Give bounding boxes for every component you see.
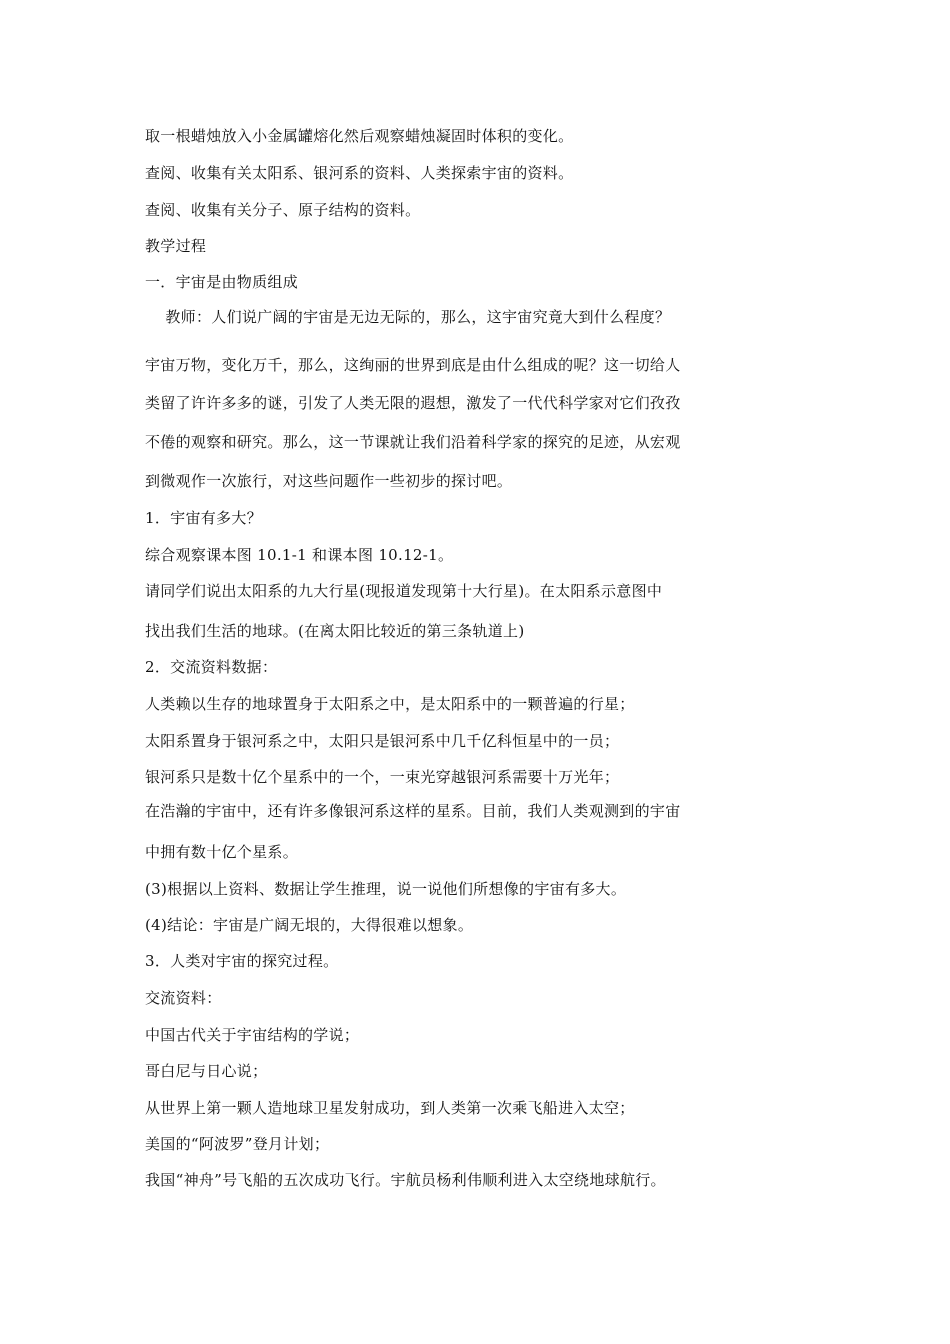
text-line: 我国“神舟”号飞船的五次成功飞行。宇航员杨利伟顺利进入太空绕地球航行。 [145, 1171, 666, 1189]
text-line: 查阅、收集有关分子、原子结构的资料。 [145, 201, 421, 219]
text-line: 美国的“阿波罗”登月计划； [145, 1135, 330, 1153]
text-line: 中国古代关于宇宙结构的学说； [145, 1026, 360, 1044]
text-line: 交流资料： [145, 989, 222, 1007]
subsection-heading: 3．人类对宇宙的探究过程。 [145, 952, 339, 970]
text-line: (4)结论：宇宙是广阔无垠的，大得很难以想象。 [145, 916, 474, 934]
text-line: 取一根蜡烛放入小金属罐熔化然后观察蜡烛凝固时体积的变化。 [145, 127, 574, 145]
text-line: 请同学们说出太阳系的九大行星(现报道发现第十大行星)。在太阳系示意图中 [145, 582, 663, 600]
text-line: 从世界上第一颗人造地球卫星发射成功，到人类第一次乘飞船进入太空； [145, 1099, 635, 1117]
subsection-heading: 2．交流资料数据： [145, 658, 278, 676]
text-line: 哥白尼与日心说； [145, 1062, 268, 1080]
text-line: 不倦的观察和研究。那么，这一节课就让我们沿着科学家的探究的足迹，从宏观 [145, 433, 681, 451]
text-line: 教师：人们说广阔的宇宙是无边无际的，那么，这宇宙究竟大到什么程度？ [145, 308, 671, 326]
text-line: 在浩瀚的宇宙中，还有许多像银河系这样的星系。目前，我们人类观测到的宇宙 [145, 802, 681, 820]
text-line: 找出我们生活的地球。(在离太阳比较近的第三条轨道上) [145, 622, 525, 640]
text-line: 中拥有数十亿个星系。 [145, 843, 299, 861]
text-line: 银河系只是数十亿个星系中的一个，一束光穿越银河系需要十万光年； [145, 768, 620, 786]
subsection-heading: 1．宇宙有多大？ [145, 509, 262, 527]
text-line: (3)根据以上资料、数据让学生推理，说一说他们所想像的宇宙有多大。 [145, 880, 627, 898]
text-line: 查阅、收集有关太阳系、银河系的资料、人类探索宇宙的资料。 [145, 164, 574, 182]
text-line: 类留了许许多多的谜，引发了人类无限的遐想，激发了一代代科学家对它们孜孜 [145, 394, 681, 412]
text-line: 太阳系置身于银河系之中，太阳只是银河系中几千亿科恒星中的一员； [145, 732, 620, 750]
text-line: 宇宙万物，变化万千，那么，这绚丽的世界到底是由什么组成的呢？这一切给人 [145, 356, 681, 374]
text-line: 综合观察课本图 10.1-1 和课本图 10.12-1。 [145, 546, 454, 564]
text-line: 人类赖以生存的地球置身于太阳系之中，是太阳系中的一颗普遍的行星； [145, 695, 635, 713]
text-line: 到微观作一次旅行，对这些问题作一些初步的探讨吧。 [145, 472, 513, 490]
section-heading: 一．宇宙是由物质组成 [145, 273, 299, 291]
section-heading: 教学过程 [145, 237, 207, 255]
